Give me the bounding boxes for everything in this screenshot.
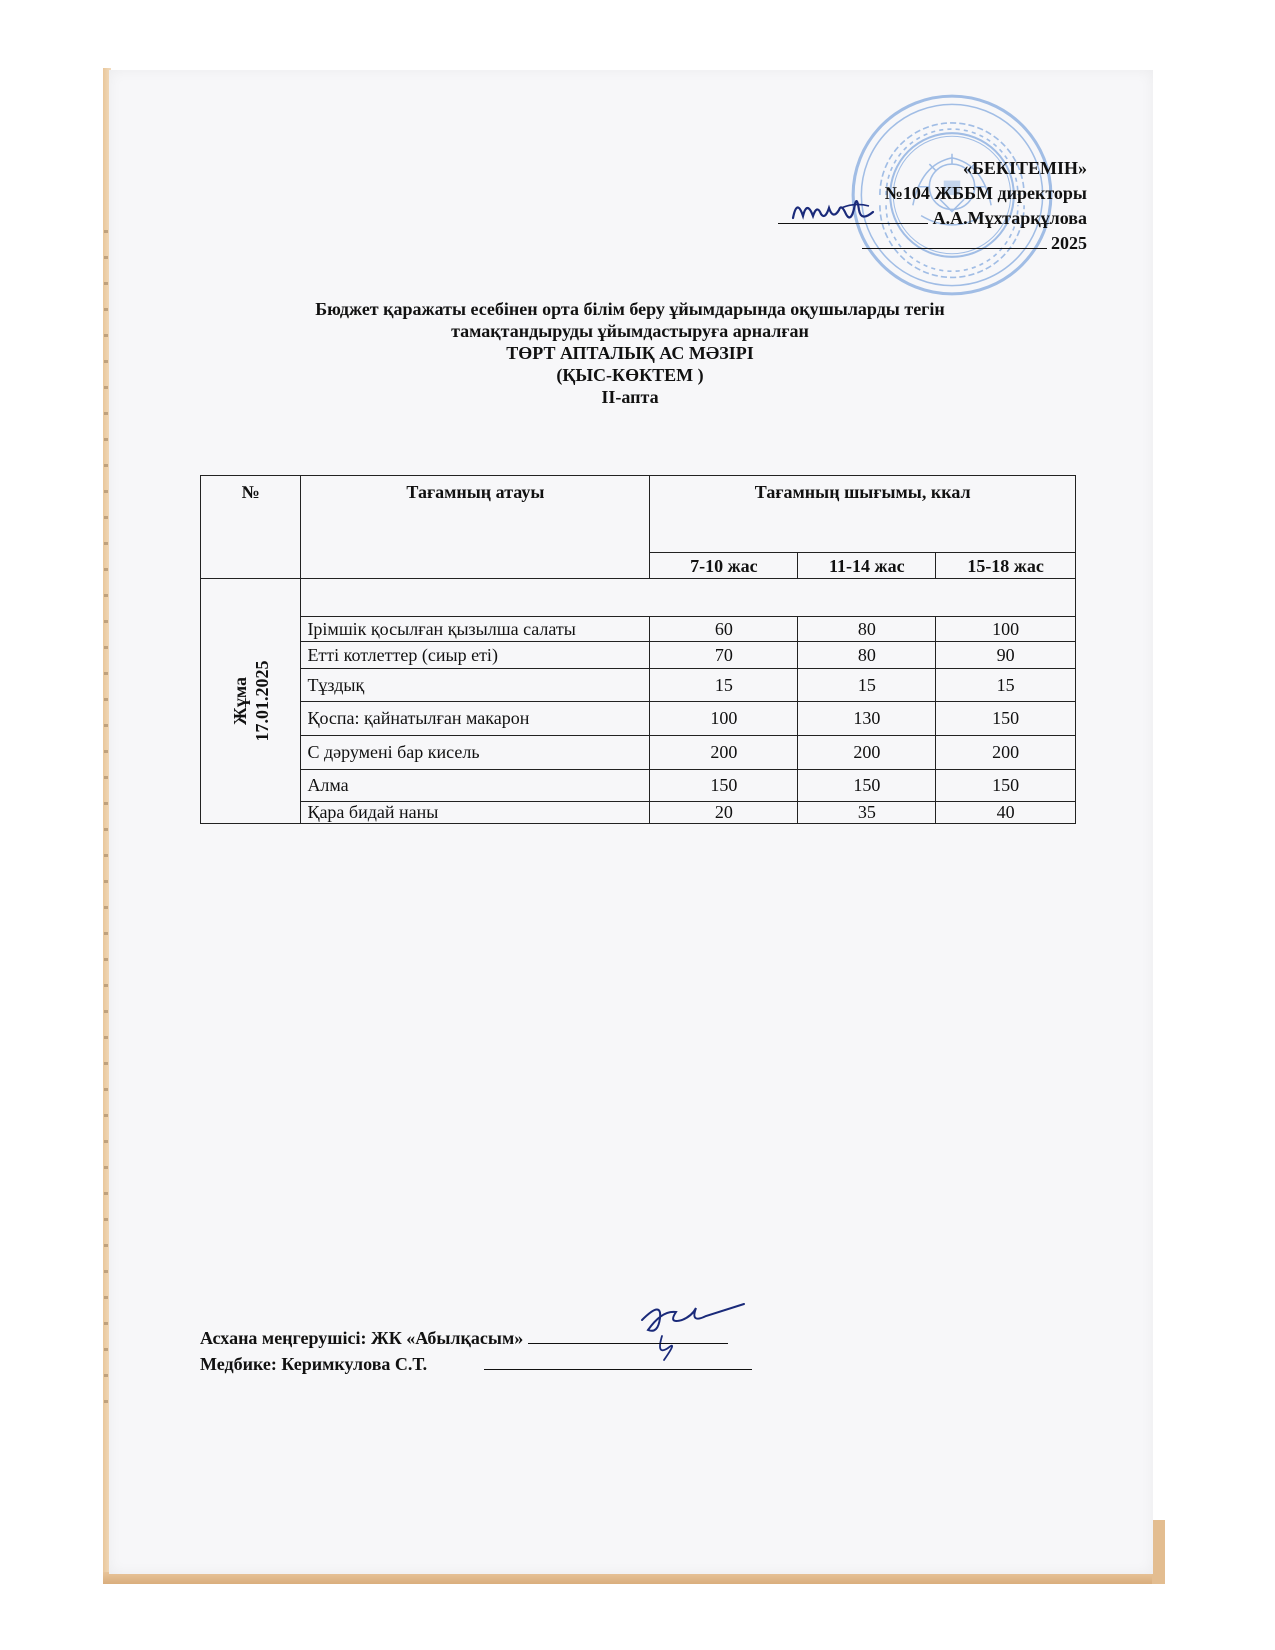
col-header-dish: Тағамның атауы bbox=[301, 476, 650, 579]
kcal-value: 35 bbox=[798, 802, 936, 824]
col-header-number: № bbox=[201, 476, 301, 579]
menu-title: ТӨРТ АПТАЛЫҚ АС МӘЗІРІ bbox=[506, 343, 754, 363]
footer-block bbox=[200, 1325, 752, 1377]
heading-line-1: Бюджет қаражаты есебінен орта білім беру ұйымдарында оқушыларды тегін bbox=[315, 299, 945, 319]
kcal-value: 40 bbox=[936, 802, 1076, 824]
canteen-head-line bbox=[200, 1325, 752, 1351]
dish-name: С дәрумені бар кисель bbox=[301, 736, 650, 770]
table-row bbox=[201, 802, 1076, 824]
kcal-value: 200 bbox=[936, 736, 1076, 770]
date-line bbox=[778, 231, 1087, 256]
kcal-value: 150 bbox=[936, 770, 1076, 802]
kcal-value: 150 bbox=[650, 770, 798, 802]
signature-line bbox=[528, 1327, 728, 1344]
day-date: 17.01.2025 bbox=[251, 660, 272, 742]
approval-title: «БЕКІТЕМІН» bbox=[963, 158, 1087, 178]
kcal-value: 80 bbox=[798, 642, 936, 669]
kcal-value: 70 bbox=[650, 642, 798, 669]
date-blank bbox=[862, 232, 1047, 249]
day-name: Жұма bbox=[229, 677, 250, 725]
signature-line bbox=[778, 207, 928, 224]
kcal-value: 15 bbox=[798, 669, 936, 702]
table-row bbox=[201, 669, 1076, 702]
dish-name: Қара бидай наны bbox=[301, 802, 650, 824]
col-header-output: Тағамның шығымы, ккал bbox=[650, 476, 1076, 553]
dish-name: Тұздық bbox=[301, 669, 650, 702]
table-row bbox=[201, 770, 1076, 802]
binding-marks bbox=[104, 230, 108, 1410]
kcal-value: 150 bbox=[936, 702, 1076, 736]
kcal-value: 20 bbox=[650, 802, 798, 824]
director-position: №104 ЖББМ директоры bbox=[884, 183, 1087, 203]
canteen-head-label: Асхана меңгерушісі: ЖК «Абылқасым» bbox=[200, 1328, 524, 1348]
kcal-value: 15 bbox=[650, 669, 798, 702]
signature-line bbox=[484, 1353, 752, 1370]
table-row bbox=[201, 736, 1076, 770]
kcal-value: 80 bbox=[798, 617, 936, 642]
dish-name: Қоспа: қайнатылған макарон bbox=[301, 702, 650, 736]
kcal-value: 15 bbox=[936, 669, 1076, 702]
nurse-label: Медбике: Керимкулова С.Т. bbox=[200, 1354, 428, 1374]
approval-block bbox=[778, 156, 1087, 256]
kcal-value: 100 bbox=[936, 617, 1076, 642]
kcal-value: 90 bbox=[936, 642, 1076, 669]
empty-row bbox=[301, 579, 1076, 617]
kcal-value: 150 bbox=[798, 770, 936, 802]
heading-line-2: тамақтандыруды ұйымдастыруға арналған bbox=[451, 321, 809, 341]
age-group-header: 11-14 жас bbox=[798, 553, 936, 579]
wood-background-corner bbox=[1152, 1520, 1165, 1584]
kcal-value: 130 bbox=[798, 702, 936, 736]
nurse-line bbox=[200, 1351, 752, 1377]
director-line bbox=[778, 206, 1087, 231]
table-row bbox=[201, 617, 1076, 642]
table-row bbox=[201, 642, 1076, 669]
dish-name: Етті котлеттер (сиыр еті) bbox=[301, 642, 650, 669]
menu-table bbox=[200, 475, 1076, 824]
dish-name: Ірімшік қосылған қызылша салаты bbox=[301, 617, 650, 642]
kcal-value: 200 bbox=[650, 736, 798, 770]
kcal-value: 200 bbox=[798, 736, 936, 770]
season-label: (ҚЫС-КӨКТЕМ ) bbox=[556, 365, 704, 385]
dish-name: Алма bbox=[301, 770, 650, 802]
kcal-value: 60 bbox=[650, 617, 798, 642]
day-cell bbox=[201, 579, 301, 824]
document-heading bbox=[110, 298, 1150, 408]
kcal-value: 100 bbox=[650, 702, 798, 736]
director-name: А.А.Мұхтарқұлова bbox=[932, 208, 1087, 228]
age-group-header: 7-10 жас bbox=[650, 553, 798, 579]
week-label: II-апта bbox=[601, 387, 659, 407]
approval-year: 2025 bbox=[1051, 233, 1087, 253]
table-row bbox=[201, 702, 1076, 736]
age-group-header: 15-18 жас bbox=[936, 553, 1076, 579]
